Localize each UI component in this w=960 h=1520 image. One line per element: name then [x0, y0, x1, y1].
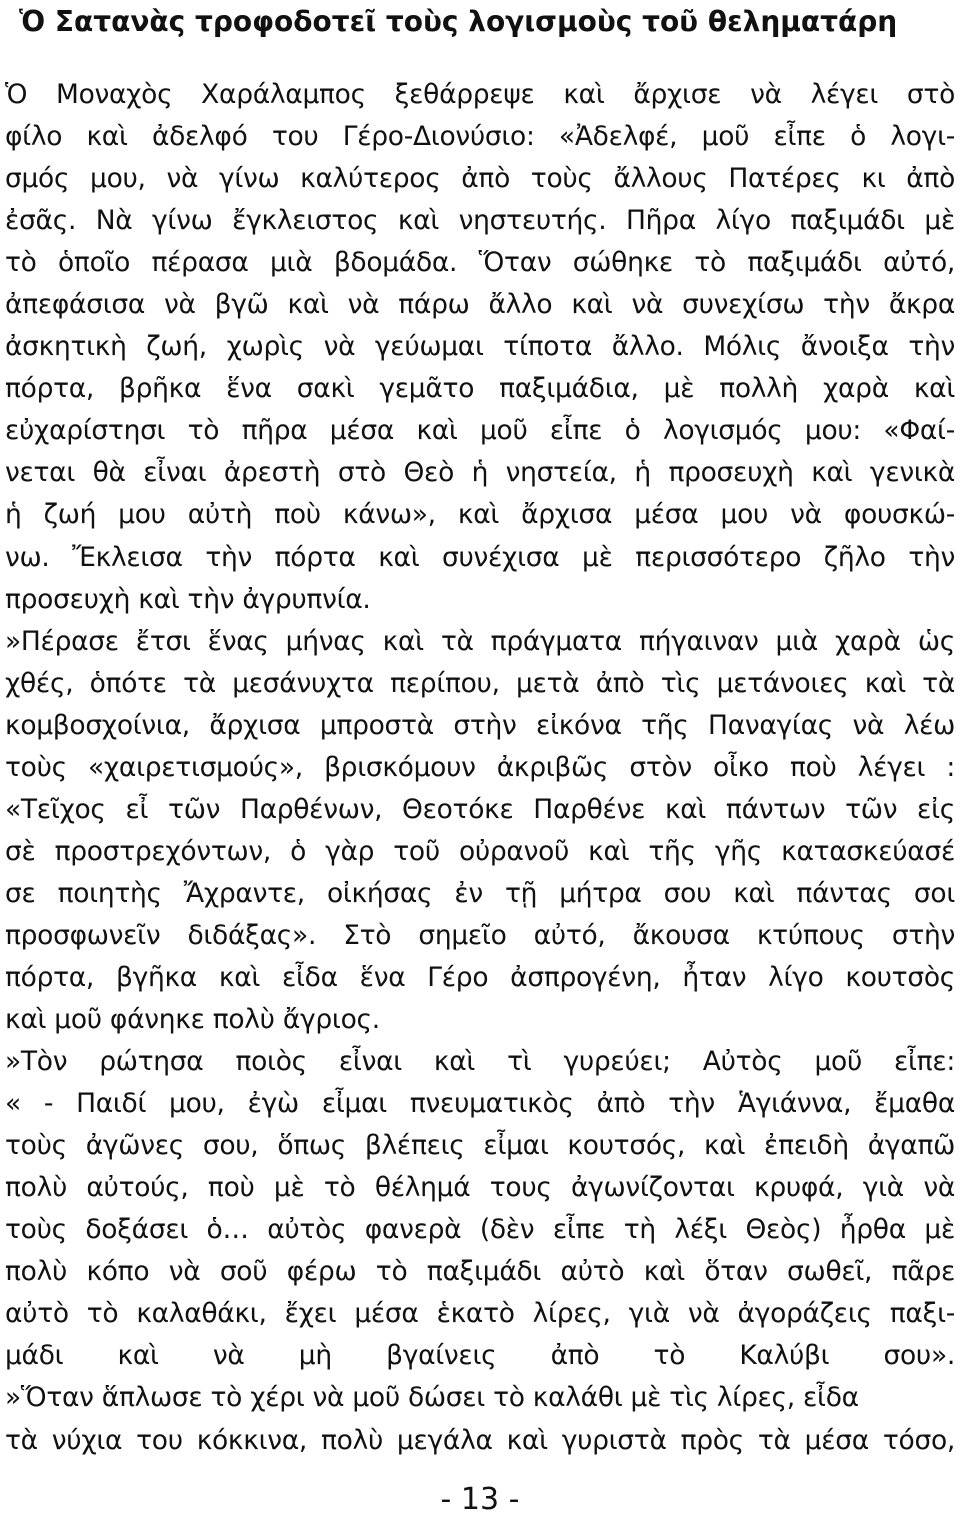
text-line: σμός μου, νὰ γίνω καλύτερος ἀπὸ τοὺς ἄλλους Πατέρες κι ἀπὸ	[5, 163, 955, 195]
text-line: τοὺς «χαιρετισμούς», βρισκόμουν ἀκριβῶς στὸν οἶκο ποὺ λέγει :	[5, 751, 955, 783]
body-text	[5, 74, 955, 1462]
text-line: τοὺς ἀγῶνες σου, ὅπως βλέπεις εἶμαι κουτσός, καὶ ἐπειδὴ ἀγαπῶ	[5, 1130, 955, 1162]
text-line: μάδι καὶ νὰ μὴ βγαίνεις ἀπὸ τὸ Καλύβι σου».	[5, 1340, 955, 1372]
text-line: νεται θὰ εἶναι ἀρεστὴ στὸ Θεὸ ἡ νηστεία, ἡ προσευχὴ καὶ γενικὰ	[5, 457, 955, 489]
book-page	[5, 0, 955, 1520]
text-line: πόρτα, βγῆκα καὶ εἶδα ἕνα Γέρο ἀσπρογένη, ἦταν λίγο κουτσὸς	[5, 961, 955, 993]
text-line: σὲ προστρεχόντων, ὁ γὰρ τοῦ οὐρανοῦ καὶ τῆς γῆς κατασκεύασέ	[5, 835, 955, 867]
text-line: »Τὸν ρώτησα ποιὸς εἶναι καὶ τὶ γυρεύει; Αὐτὸς μοῦ εἶπε:	[5, 1046, 955, 1078]
text-line: αὐτὸ τὸ καλαθάκι, ἔχει μέσα ἑκατὸ λίρες, γιὰ νὰ ἀγοράζεις παξι-	[5, 1298, 955, 1330]
text-line: νω. Ἔκλεισα τὴν πόρτα καὶ συνέχισα μὲ περισσότερο ζῆλο τὴν	[5, 541, 955, 573]
text-line: σε ποιητὴς Ἄχραντε, οἰκήσας ἐν τῇ μήτρα σου καὶ πάντας σοι	[5, 877, 955, 909]
text-line: χθές, ὁπότε τὰ μεσάνυχτα περίπου, μετὰ ἀπὸ τὶς μετάνοιες καὶ τὰ	[5, 667, 955, 699]
text-line: πολὺ κόπο νὰ σοῦ φέρω τὸ παξιμάδι αὐτὸ καὶ ὅταν σωθεῖ, πᾶρε	[5, 1256, 955, 1288]
text-line: ἀσκητικὴ ζωή, χωρὶς νὰ γεύωμαι τίποτα ἄλλο. Μόλις ἄνοιξα τὴν	[5, 331, 955, 363]
text-line: προσφωνεῖν διδάξας». Στὸ σημεῖο αὐτό, ἄκουσα κτύπους στὴν	[5, 919, 955, 951]
text-line: πολὺ αὐτούς, ποὺ μὲ τὸ θέλημά τους ἀγωνίζονται κρυφά, γιὰ νὰ	[5, 1172, 955, 1204]
text-line: τὰ νύχια του κόκκινα, πολὺ μεγάλα καὶ γυριστὰ πρὸς τὰ μέσα τόσο,	[5, 1424, 955, 1456]
text-line: φίλο καὶ ἀδελφό του Γέρο-Διονύσιο: «Ἀδελφέ, μοῦ εἶπε ὁ λογι-	[5, 121, 955, 153]
text-line: τοὺς δοξάσει ὁ… αὐτὸς φανερὰ (δὲν εἶπε τὴ λέξι Θεὸς) ἦρθα μὲ	[5, 1214, 955, 1246]
page-number: - 13 -	[440, 1482, 520, 1517]
text-line: «Τεῖχος εἶ τῶν Παρθένων, Θεοτόκε Παρθένε καὶ πάντων τῶν εἰς	[5, 793, 955, 825]
chapter-title: Ὁ Σατανὰς τροφοδοτεῖ τοὺς λογισμοὺς τοῦ θεληματάρη	[19, 5, 898, 38]
text-line: κομβοσχοίνια, ἄρχισα μπροστὰ στὴν εἰκόνα τῆς Παναγίας νὰ λέω	[5, 709, 955, 741]
text-line: καὶ μοῦ φάνηκε πολὺ ἄγριος.	[5, 1004, 380, 1036]
text-line: προσευχὴ καὶ τὴν ἀγρυπνία.	[5, 583, 371, 615]
text-line: εὐχαρίστησι τὸ πῆρα μέσα καὶ μοῦ εἶπε ὁ λογισμός μου: «Φαί-	[5, 415, 955, 447]
text-line: τὸ ὁποῖο πέρασα μιὰ βδομάδα. Ὅταν σώθηκε τὸ παξιμάδι αὐτό,	[5, 247, 955, 279]
text-line: « - Παιδί μου, ἐγὼ εἶμαι πνευματικὸς ἀπὸ τὴν Ἁγιάννα, ἔμαθα	[5, 1088, 955, 1120]
text-line: »Πέρασε ἔτσι ἕνας μήνας καὶ τὰ πράγματα πήγαιναν μιὰ χαρὰ ὡς	[5, 625, 955, 657]
text-line: ἡ ζωή μου αὐτὴ ποὺ κάνω», καὶ ἄρχισα μέσα μου νὰ φουσκώ-	[5, 499, 955, 531]
text-line: »Ὅταν ἅπλωσε τὸ χέρι νὰ μοῦ δώσει τὸ καλάθι μὲ τὶς λίρες, εἶδα	[5, 1382, 859, 1414]
text-line: ἀπεφάσισα νὰ βγῶ καὶ νὰ πάρω ἄλλο καὶ νὰ συνεχίσω τὴν ἄκρα	[5, 289, 955, 321]
text-line: ἐσᾶς. Νὰ γίνω ἔγκλειστος καὶ νηστευτής. Πῆρα λίγο παξιμάδι μὲ	[5, 205, 955, 237]
text-line: πόρτα, βρῆκα ἕνα σακὶ γεμᾶτο παξιμάδια, μὲ πολλὴ χαρὰ καὶ	[5, 373, 955, 405]
text-line: Ὁ Μοναχὸς Χαράλαμπος ξεθάρρεψε καὶ ἄρχισε νὰ λέγει στὸ	[5, 79, 955, 110]
